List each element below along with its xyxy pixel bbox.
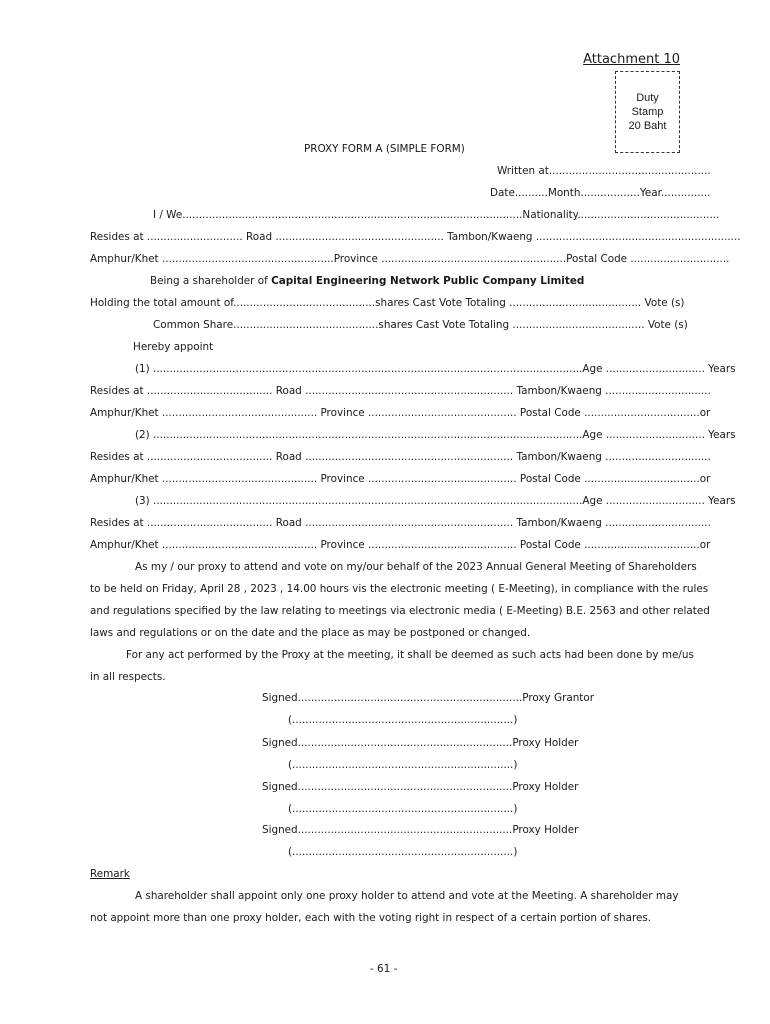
stamp-line: 20 Baht <box>628 120 667 132</box>
paragraph-line: laws and regulations or on the date and the place as may be postponed or changed. <box>90 627 531 639</box>
proxy-1-name: (1) ..................................................................................................................................Age .............................. Years <box>135 363 736 375</box>
shareholder-prefix: Being a shareholder of <box>150 275 272 287</box>
signature-grantor: Signed....................................................................Proxy Grantor <box>262 692 594 704</box>
holding-line: Holding the total amount of...........................................shares Cast Vote Totaling ........................................ Vote (s) <box>90 297 685 309</box>
stamp-line: Duty <box>636 92 659 104</box>
duty-stamp-box <box>615 71 680 153</box>
proxy-2-district: Amphur/Khet ............................................... Province ............................................. Postal Code ...................................or <box>90 473 711 485</box>
paragraph-line: As my / our proxy to attend and vote on my/our behalf of the 2023 Annual General Meeting of Shareholders <box>135 561 697 573</box>
stamp-line: Stamp <box>631 106 664 118</box>
paragraph-line: For any act performed by the Proxy at the meeting, it shall be deemed as such acts had been done by me/us <box>126 649 694 661</box>
remark-text: not appoint more than one proxy holder, each with the voting right in respect of a certain portion of shares. <box>90 912 652 924</box>
signature-name: (...................................................................) <box>288 714 518 726</box>
district-line: Amphur/Khet ....................................................Province ........................................................Postal Code .............................. <box>90 253 730 265</box>
company-name: Capital Engineering Network Public Company Limited <box>271 275 585 287</box>
written-at-field: Written at................................................. <box>497 165 711 177</box>
paragraph-line: and regulations specified by the law relating to meetings via electronic media ( E-Meeting) B.E. 2563 and other related <box>90 605 710 617</box>
paragraph-line: in all respects. <box>90 671 166 683</box>
form-title: PROXY FORM A (SIMPLE FORM) <box>304 143 465 155</box>
remark-text: A shareholder shall appoint only one proxy holder to attend and vote at the Meeting. A shareholder may <box>135 890 679 902</box>
proxy-2-address: Resides at ...................................... Road ............................................................... Tambon/Kwaeng ................................ <box>90 451 711 463</box>
page-number: - 61 - <box>370 963 398 975</box>
remark-heading: Remark <box>90 868 130 880</box>
date-field: Date..........Month..................Year............... <box>490 187 711 199</box>
hereby-appoint: Hereby appoint <box>133 341 214 353</box>
signature-name: (...................................................................) <box>288 759 518 771</box>
signature-name: (...................................................................) <box>288 846 518 858</box>
proxy-3-name: (3) ..................................................................................................................................Age .............................. Years <box>135 495 736 507</box>
paragraph-line: to be held on Friday, April 28 , 2023 , 14.00 hours vis the electronic meeting ( E-Meeting), in compliance with the rules <box>90 583 709 595</box>
common-share-line: Common Share............................................shares Cast Vote Totaling ........................................ Vote (s) <box>153 319 688 331</box>
signature-holder: Signed.................................................................Proxy Holder <box>262 824 579 836</box>
signature-name: (...................................................................) <box>288 803 518 815</box>
address-line: Resides at ............................. Road ................................................... Tambon/Kwaeng .............................................................. <box>90 231 741 243</box>
proxy-3-district: Amphur/Khet ............................................... Province ............................................. Postal Code ...................................or <box>90 539 711 551</box>
proxy-3-address: Resides at ...................................... Road ............................................................... Tambon/Kwaeng ................................ <box>90 517 711 529</box>
shareholder-line <box>150 274 584 288</box>
name-nationality-field: I / We.......................................................................................................Nationality........................................... <box>153 209 720 221</box>
proxy-2-name: (2) ..................................................................................................................................Age .............................. Years <box>135 429 736 441</box>
proxy-1-address: Resides at ...................................... Road ............................................................... Tambon/Kwaeng ................................ <box>90 385 711 397</box>
signature-holder: Signed.................................................................Proxy Holder <box>262 781 579 793</box>
signature-holder: Signed.................................................................Proxy Holder <box>262 737 579 749</box>
proxy-1-district: Amphur/Khet ............................................... Province ............................................. Postal Code ...................................or <box>90 407 711 419</box>
attachment-label: Attachment 10 <box>583 52 680 67</box>
